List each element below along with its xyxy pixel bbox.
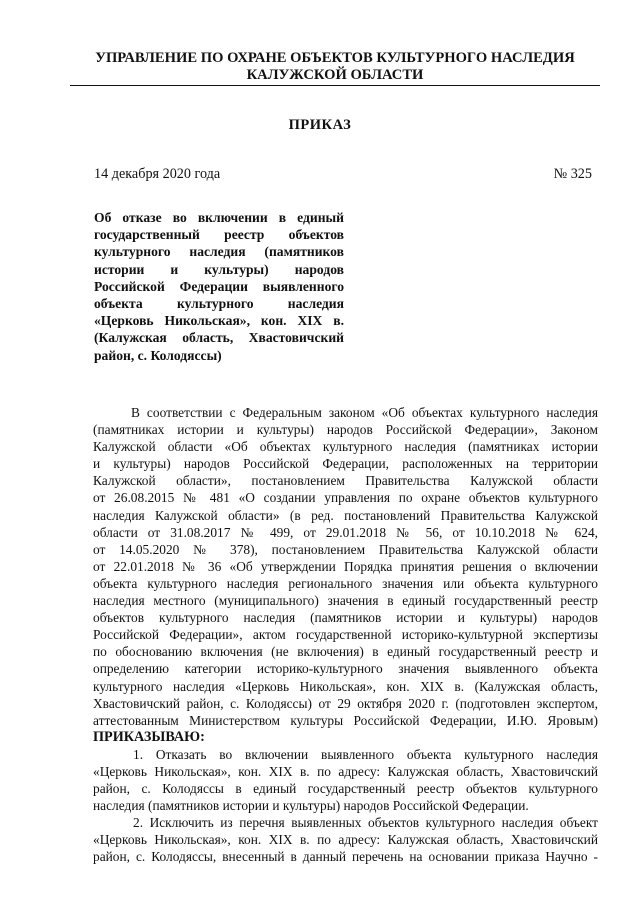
order-subject xyxy=(94,209,344,364)
preamble-paragraph xyxy=(93,404,598,729)
body-line: 1. Отказать во включении выявленного объекта культурного наследия xyxy=(133,746,598,762)
order-date: 14 декабря 2020 года xyxy=(94,166,221,182)
body-line: Российской Федерации», актом государственной историко-культурной экспертизы xyxy=(93,627,598,643)
body-line: «Церковь Никольская», кон. XIX в. по адресу: Калужская область, Хвастовичский xyxy=(93,832,598,848)
body-line: объекта культурного наследия регионального значения или объекта культурного xyxy=(93,575,598,591)
body-line: и культуры) народов Российской Федерации, расположенных на территории xyxy=(93,456,598,472)
body-line: от 26.08.2015 № 481 «О создании управления по охране объектов культурного xyxy=(93,490,598,506)
body-line: наследия (памятников истории и культуры) народов Российской Федерации. xyxy=(93,798,529,814)
body-line: Калужской области «Об объектах культурного наследия (памятниках истории xyxy=(93,439,598,455)
body-line: наследия местного (муниципального) значения в единый государственный реестр xyxy=(93,593,598,609)
body-line: от 14.05.2020 № 378), постановлением Правительства Калужской области xyxy=(93,541,598,557)
order-item-1 xyxy=(93,746,598,814)
order-number: № 325 xyxy=(553,166,592,182)
subject-line: район, с. Колодяссы) xyxy=(94,347,222,363)
body-line: Калужской области», постановлением Правительства Калужской области xyxy=(93,473,598,489)
body-line: от 22.01.2018 № 36 «Об утверждении Порядка принятия решения о включении xyxy=(93,558,598,574)
body-line: В соответствии с Федеральным законом «Об объектах культурного наследия xyxy=(131,405,598,420)
subject-line: государственный реестр объектов xyxy=(94,227,344,243)
order-directive: ПРИКАЗЫВАЮ: xyxy=(93,728,205,745)
body-line: по обоснованию включения (не включения) в единый государственный реестр и xyxy=(93,644,598,660)
agency-header xyxy=(70,50,600,86)
order-body xyxy=(93,404,598,866)
subject-line: культурного наследия (памятников xyxy=(94,244,344,260)
body-line: 2. Исключить из перечня выявленных объектов культурного наследия объект xyxy=(133,815,598,831)
order-item-2 xyxy=(93,814,598,865)
agency-name-line2: КАЛУЖСКОЙ ОБЛАСТИ xyxy=(70,67,600,86)
body-line: «Церковь Никольская», кон. XIX в. по адресу: Калужская область, Хвастовичский xyxy=(93,763,598,779)
body-line: объектов культурного наследия (памятников истории и культуры) народов xyxy=(93,610,598,626)
body-line: (памятниках истории и культуры) народов Российской Федерации», Законом xyxy=(93,422,598,438)
body-line: определению категории историко-культурного значения выявленного объекта xyxy=(93,661,598,677)
subject-line: «Церковь Никольская», кон. XIX в. xyxy=(94,313,344,329)
document-title: ПРИКАЗ xyxy=(288,117,352,133)
body-line: район, с. Колодяссы в единый государственный реестр объектов культурного xyxy=(93,781,598,797)
subject-line: Об отказе во включении в единый xyxy=(94,210,344,225)
body-line: культурного наследия «Церковь Никольская», кон. XIX в. (Калужская область, xyxy=(93,678,598,694)
subject-line: истории и культуры) народов xyxy=(94,261,344,277)
subject-line: (Калужская область, Хвастовичский xyxy=(94,330,344,346)
body-line: области от 31.08.2017 № 499, от 29.01.2018 № 56, от 10.10.2018 № 624, xyxy=(93,524,598,540)
subject-line: объекта культурного наследия xyxy=(94,296,344,312)
body-line: наследия Калужской области» (в ред. постановлений Правительства Калужской xyxy=(93,507,598,523)
subject-line: Российской Федерации выявленного xyxy=(94,278,344,294)
body-line: район, с. Колодяссы, внесенный в данный перечень на основании приказа Научно - xyxy=(93,849,598,865)
agency-name-line1: УПРАВЛЕНИЕ ПО ОХРАНЕ ОБЪЕКТОВ КУЛЬТУРНОГО НАСЛЕДИЯ xyxy=(95,50,575,66)
body-line: аттестованным Министерством культуры Российской Федерации, И.Ю. Яровым) xyxy=(93,712,598,728)
body-line: Хвастовичский район, с. Колодяссы) от 29 октября 2020 г. (подготовлен экспертом, xyxy=(93,695,598,711)
